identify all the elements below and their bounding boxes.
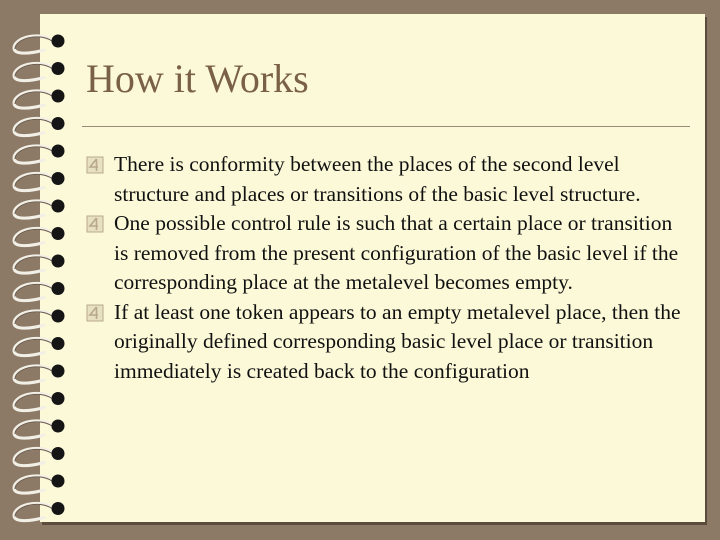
binding-hole bbox=[52, 145, 65, 158]
binding-hole bbox=[52, 310, 65, 323]
checkbox-4-icon bbox=[86, 215, 104, 233]
title-divider bbox=[82, 126, 690, 127]
binding-hole bbox=[52, 117, 65, 130]
bullet-text: One possible control rule is such that a certain place or transition is removed from the present configuration of the basic level if the corresponding place at the metalevel becomes empty. bbox=[114, 211, 679, 294]
checkbox-4-icon bbox=[86, 304, 104, 322]
binding-hole bbox=[52, 90, 65, 103]
binding-hole bbox=[52, 420, 65, 433]
binding-hole bbox=[52, 365, 65, 378]
binding-hole bbox=[52, 172, 65, 185]
binding-hole bbox=[52, 255, 65, 268]
binding-hole bbox=[52, 475, 65, 488]
spiral-binding bbox=[0, 0, 80, 540]
bullet-list bbox=[86, 150, 686, 386]
slide-title: How it Works bbox=[86, 56, 309, 101]
checkbox-4-icon bbox=[86, 156, 104, 174]
binding-hole bbox=[52, 200, 65, 213]
binding-hole bbox=[52, 502, 65, 515]
bullet-item bbox=[86, 150, 686, 209]
bullet-item bbox=[86, 209, 686, 298]
binding-hole bbox=[52, 337, 65, 350]
bullet-item bbox=[86, 298, 686, 387]
bullet-text: If at least one token appears to an empty metalevel place, then the originally defined corresponding basic level place or transition immediately is created back to the configuration bbox=[114, 299, 681, 383]
binding-hole bbox=[52, 282, 65, 295]
binding-hole bbox=[52, 447, 65, 460]
binding-hole bbox=[52, 35, 65, 48]
binding-hole bbox=[52, 62, 65, 75]
binding-hole bbox=[52, 227, 65, 240]
bullet-text: There is conformity between the places of the second level structure and places or transitions of the basic level structure. bbox=[114, 152, 641, 206]
binding-hole bbox=[52, 392, 65, 405]
